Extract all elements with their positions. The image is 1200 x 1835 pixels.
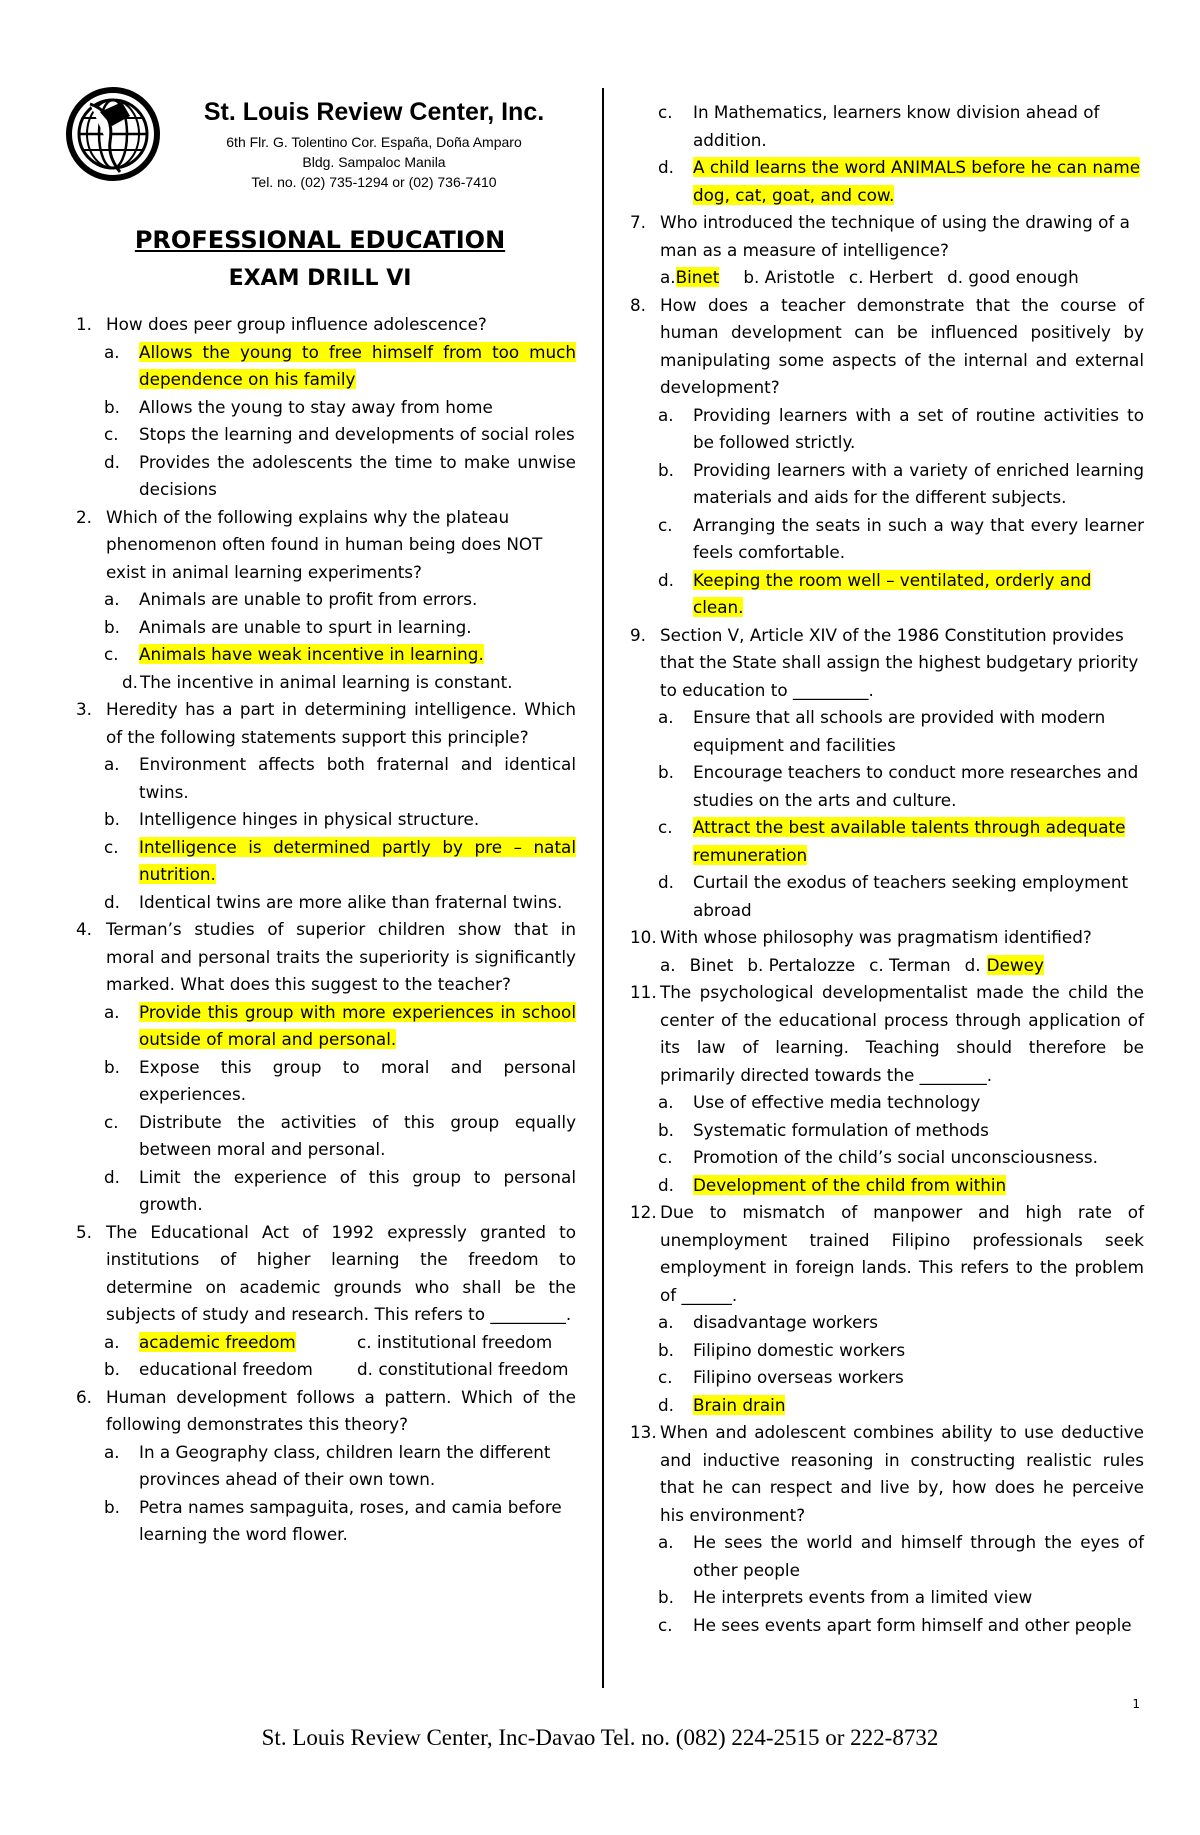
org-name: St. Louis Review Center, Inc. [203,98,545,126]
option-9c [630,814,1144,869]
option-letter: a. [104,1001,120,1022]
option-11b [630,1117,1144,1145]
option-text: Filipino domestic workers [693,1339,906,1360]
question-stem: The psychological developmentalist made the child the center of the educational process through application of its law of learning. Teaching should therefore be primarily directed towards the ________. [660,982,1144,1085]
option-text-answer: academic freedom [139,1331,296,1352]
option-letter: c. [658,817,673,837]
option-letter: b. [104,1056,120,1077]
question-number: 6. [76,1386,93,1407]
question-number: 4. [76,919,93,939]
option-text: c. Herbert [848,267,934,287]
question-stem: Heredity has a part in determining intelligence. Which of the following statements support this principle? [106,699,576,747]
question-9 [630,622,1144,705]
option-6a [76,1439,576,1494]
option-letter: c. [658,1367,673,1387]
option-letter: b. [104,396,120,417]
org-address-line-2: Bldg. Sampaloc Manila [302,154,446,170]
question-7 [630,209,1144,264]
question-number: 9. [630,624,647,645]
option-text: Encourage teachers to conduct more researches and studies on the arts and culture. [693,762,1139,810]
option-letter: b. [104,1496,120,1517]
option-letter: a. [104,754,120,774]
option-text: Use of effective media technology [693,1092,981,1112]
column-divider [602,88,604,1688]
question-6 [76,1384,576,1439]
question-stem: With whose philosophy was pragmatism identified? [660,927,1092,947]
question-stem: The Educational Act of 1992 expressly granted to institutions of higher learning the freedom to determine on academic grounds who shall be the subjects of study and research. This refers to _________. [106,1221,576,1324]
option-text: Allows the young to stay away from home [139,396,493,417]
question-5 [76,1219,576,1329]
option-letter: d. [658,872,674,892]
option-letter: b. [658,459,674,480]
header [60,82,580,192]
globe-logo-icon [60,82,166,186]
option-letter: c. [104,836,119,857]
option-letter: d. [964,954,981,975]
option-letter: c. [658,514,673,535]
option-letter: a. [658,1532,674,1552]
option-letter: d. [658,1174,674,1195]
option-12a [630,1309,1144,1337]
option-text-answer: Brain drain [693,1394,786,1415]
option-text: educational freedom [139,1359,313,1379]
option-text-answer: Animals have weak incentive in learning. [139,644,484,664]
option-text: In Mathematics, learners know division ahead of addition. [693,102,1100,150]
question-number: 12. [630,1202,657,1222]
option-12d [630,1392,1144,1420]
option-letter: c. [658,1614,673,1635]
option-text: Curtail the exodus of teachers seeking employment abroad [693,872,1129,920]
option-letter: c. [658,1147,673,1167]
option-13b [630,1584,1144,1612]
option-1b [76,394,576,422]
option-text: Petra names sampaguita, roses, and camia before learning the word flower. [139,1496,562,1544]
option-text: Filipino overseas workers [693,1367,904,1387]
option-letter: c. [658,102,673,122]
option-text: He interprets events from a limited view [693,1587,1033,1607]
option-text: d. good enough [947,267,1079,287]
question-3 [76,696,576,751]
option-11d [630,1172,1144,1200]
option-letter: a. [658,404,674,425]
option-4b [76,1054,576,1109]
option-5a-5c [76,1329,576,1357]
option-text: Binet [689,954,734,975]
option-text: d. constitutional freedom [357,1359,569,1379]
option-letter: d. [658,569,674,590]
option-6c [630,99,1144,154]
page-number: 1 [1132,1697,1140,1711]
option-text: Providing learners with a variety of enriched learning materials and aids for the different subjects. [693,459,1144,507]
option-text: He sees events apart form himself and other people [693,1614,1132,1635]
question-4 [76,916,576,999]
option-8d [630,567,1144,622]
org-address-line-1: 6th Flr. G. Tolentino Cor. España, Doña Amparo [226,134,522,150]
option-text: Providing learners with a set of routine activities to be followed strictly. [693,404,1144,452]
question-11 [630,979,1144,1089]
option-2b [76,614,576,642]
option-1c [76,421,576,449]
option-letter: a. [104,589,120,609]
option-letter: c. [104,644,119,664]
option-1a [76,339,576,394]
option-text: Stops the learning and developments of social roles [139,424,575,444]
question-2 [76,504,576,587]
option-text: Animals are unable to profit from errors. [139,589,478,609]
option-text: In a Geography class, children learn the different provinces ahead of their own town. [139,1441,551,1489]
option-text: Expose this group to moral and personal experiences. [139,1056,576,1104]
option-text-answer: Allows the young to free himself from too much dependence on his family [139,341,576,389]
option-letter: a. [104,341,120,362]
option-text: b. Aristotle [743,267,835,287]
option-4a [76,999,576,1054]
question-number: 10. [630,927,657,947]
question-stem: Human development follows a pattern. Which of the following demonstrates this theory? [106,1386,576,1434]
option-letter: a. [660,954,676,975]
option-text: Environment affects both fraternal and identical twins. [139,754,576,802]
option-text-answer: Attract the best available talents through adequate remuneration [693,817,1126,865]
question-number: 7. [630,212,647,232]
question-number: 1. [76,314,93,334]
option-4d [76,1164,576,1219]
option-letter: c. [104,424,119,444]
option-12b [630,1337,1144,1365]
option-text-answer: A child learns the word ANIMALS before he can name dog, cat, goat, and cow. [693,157,1141,205]
question-stem: How does peer group influence adolescence? [106,314,487,334]
option-letter: a. [104,1331,120,1352]
option-11a [630,1089,1144,1117]
option-text-answer: Keeping the room well – ventilated, orderly and clean. [693,569,1092,617]
option-12c [630,1364,1144,1392]
question-number: 8. [630,294,647,315]
option-letter: d. [104,451,120,472]
option-text: Systematic formulation of methods [693,1119,989,1140]
option-2c [76,641,576,669]
option-2a [76,586,576,614]
option-6d [630,154,1144,209]
option-text-answer: Dewey [986,954,1044,975]
option-11c [630,1144,1144,1172]
option-text-answer: Binet [675,267,720,287]
document-title: PROFESSIONAL EDUCATION [134,226,506,254]
option-4c [76,1109,576,1164]
option-8a [630,402,1144,457]
option-text-answer: Development of the child from within [693,1174,1007,1195]
option-13a [630,1529,1144,1584]
question-stem: Which of the following explains why the plateau phenomenon often found in human being does NOT exist in animal learning experiments? [106,506,543,582]
option-text: Provides the adolescents the time to make unwise decisions [139,451,576,499]
option-text-answer: Intelligence is determined partly by pre – natal nutrition. [139,836,576,884]
question-stem: Terman’s studies of superior children show that in moral and personal traits the superiority is significantly marked. What does this suggest to the teacher? [106,919,576,994]
option-text: Arranging the seats in such a way that every learner feels comfortable. [693,514,1144,562]
option-6b [76,1494,576,1549]
question-stem: When and adolescent combines ability to use deductive and inductive reasoning in constructing realistic rules that he can respect and live by, how does he perceive his environment? [660,1422,1144,1525]
option-letter: b. [104,616,120,637]
question-8 [630,292,1144,402]
option-text: Animals are unable to spurt in learning. [139,616,472,637]
footer: St. Louis Review Center, Inc-Davao Tel. no. (082) 224-2515 or 222-8732 [261,1725,939,1750]
option-text: c. Terman [869,954,951,975]
option-text: b. Pertalozze [747,954,856,975]
option-1d [76,449,576,504]
option-3c [76,834,576,889]
left-column [76,311,576,1549]
option-5b-5d [76,1356,576,1384]
option-letter: b. [104,809,120,829]
option-text: The incentive in animal learning is constant. [140,671,513,692]
question-number: 3. [76,699,93,719]
option-text: He sees the world and himself through the eyes of other people [693,1532,1144,1580]
option-9b [630,759,1144,814]
option-letter: d. [658,157,674,177]
question-stem: Who introduced the technique of using the drawing of a man as a measure of intelligence? [660,212,1130,260]
option-letter: d. [104,891,120,912]
question-number: 2. [76,506,93,527]
option-letter: b. [658,1119,674,1140]
option-letter: d. [122,671,138,692]
option-text: Intelligence hinges in physical structure. [139,809,480,829]
option-letter: b. [658,1339,674,1360]
org-phone: Tel. no. (02) 735-1294 or (02) 736-7410 [251,174,497,190]
option-8b [630,457,1144,512]
option-text: Ensure that all schools are provided with modern equipment and facilities [693,707,1106,755]
question-12 [630,1199,1144,1309]
option-3a [76,751,576,806]
option-letter: d. [658,1394,674,1415]
question-10 [630,924,1144,952]
question-number: 11. [630,982,657,1002]
option-letter: a. [658,1092,674,1112]
question-number: 13. [630,1422,657,1442]
question-stem: Section V, Article XIV of the 1986 Constitution provides that the State shall assign the highest budgetary priority to education to _________. [660,624,1139,700]
option-letter: a. [658,1312,674,1332]
option-3b [76,806,576,834]
option-letter: a. [660,267,676,287]
question-13 [630,1419,1144,1529]
option-letter: b. [658,762,674,782]
option-text-answer: Provide this group with more experiences in school outside of moral and personal. [139,1001,576,1049]
option-text: Identical twins are more alike than fraternal twins. [139,891,563,912]
options-10 [630,952,1144,980]
question-1 [76,311,576,339]
option-9a [630,704,1144,759]
option-13c [630,1612,1144,1640]
option-text: Distribute the activities of this group equally between moral and personal. [139,1111,576,1159]
option-letter: a. [658,707,674,727]
option-3d [76,889,576,917]
option-2d [76,669,576,697]
right-column [630,99,1144,1639]
option-letter: d. [104,1166,120,1187]
question-stem: Due to mismatch of manpower and high rate of unemployment trained Filipino professionals seek employment in foreign lands. This refers to the problem of ______. [660,1202,1144,1305]
option-8c [630,512,1144,567]
option-text: Limit the experience of this group to personal growth. [139,1166,576,1214]
question-stem: How does a teacher demonstrate that the course of human development can be influenced positively by manipulating some aspects of the internal and external development? [660,294,1144,397]
option-letter: a. [104,1441,120,1462]
option-letter: b. [658,1587,674,1607]
option-text: c. institutional freedom [357,1331,553,1352]
option-9d [630,869,1144,924]
option-letter: b. [104,1359,120,1379]
document-subtitle: EXAM DRILL VI [228,266,412,291]
options-7 [630,264,1144,292]
question-number: 5. [76,1221,93,1242]
option-letter: c. [104,1111,119,1132]
option-text: disadvantage workers [693,1312,878,1332]
option-text: Promotion of the child’s social unconsciousness. [693,1147,1098,1167]
